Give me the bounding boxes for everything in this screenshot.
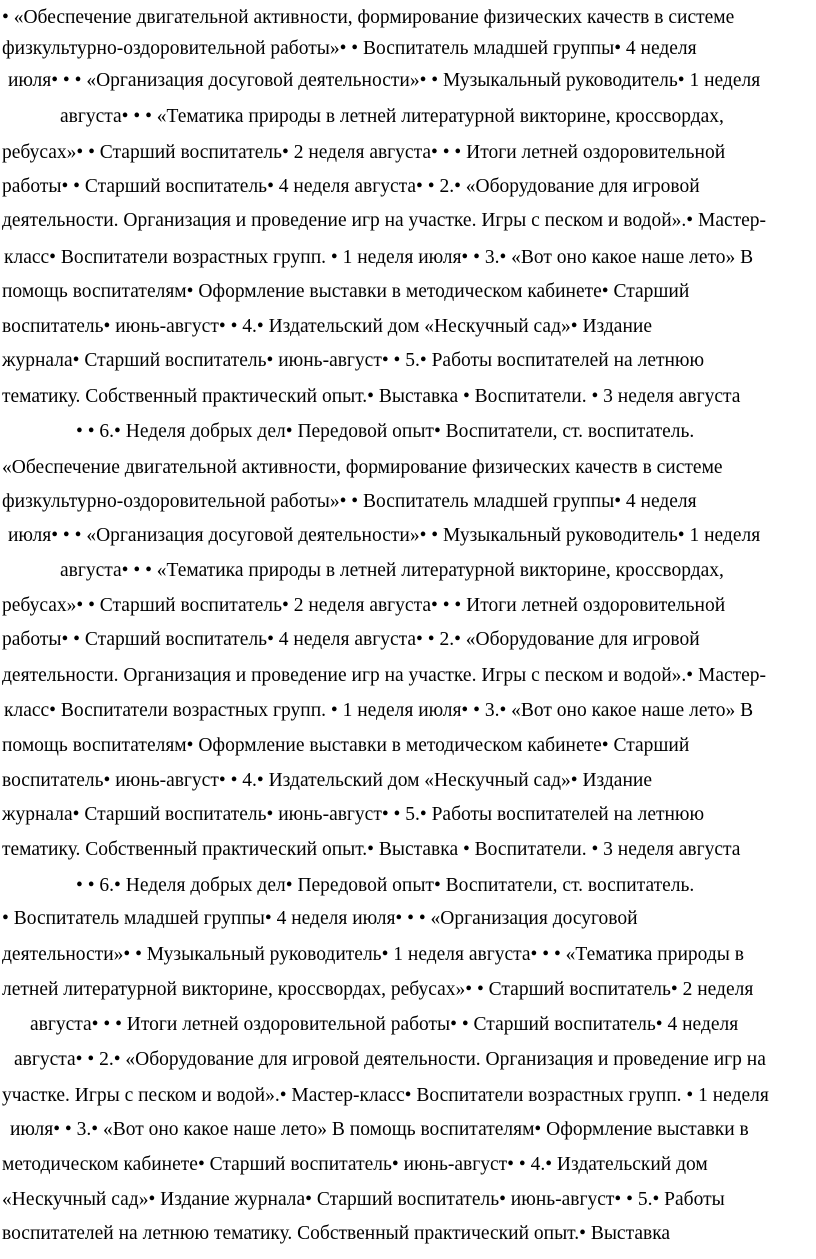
text-line: августа• • • «Тематика природы в летней литературной викторине, кроссвордах, — [60, 106, 724, 127]
text-line: • • 6.• Неделя добрых дел• Передовой опыт• Воспитатели, ст. воспитатель. — [76, 421, 695, 442]
text-line: • Воспитатель младшей группы• 4 неделя июля• • • «Организация досуговой — [2, 908, 638, 929]
text-line: августа• • • Итоги летней оздоровительной работы• • Старший воспитатель• 4 неделя — [30, 1014, 739, 1035]
text-line: воспитатель• июнь-август• • 4.• Издательский дом «Нескучный сад»• Издание — [2, 316, 652, 337]
text-line: летней литературной викторине, кроссвордах, ребусах»• • Старший воспитатель• 2 неделя — [2, 979, 754, 1000]
text-line: физкультурно-оздоровительной работы»• • Воспитатель младшей группы• 4 неделя — [2, 491, 697, 512]
text-line: участке. Игры с песком и водой».• Мастер-класс• Воспитатели возрастных групп. • 1 неделя — [2, 1085, 769, 1106]
text-line: класс• Воспитатели возрастных групп. • 1 неделя июля• • 3.• «Вот оно какое наше лето» В — [4, 700, 754, 721]
text-line: тематику. Собственный практический опыт.• Выставка • Воспитатели. • 3 неделя августа — [2, 386, 741, 407]
text-line: деятельности. Организация и проведение игр на участке. Игры с песком и водой».• Мастер- — [2, 665, 767, 686]
text-line: журнала• Старший воспитатель• июнь-август• • 5.• Работы воспитателей на летнюю — [2, 804, 705, 825]
text-line: журнала• Старший воспитатель• июнь-август• • 5.• Работы воспитателей на летнюю — [2, 350, 705, 371]
text-line: деятельности»• • Музыкальный руководитель• 1 неделя августа• • • «Тематика природы в — [2, 944, 744, 965]
text-line: помощь воспитателям• Оформление выставки в методическом кабинете• Старший — [2, 735, 690, 756]
text-line: июля• • • «Организация досуговой деятельности»• • Музыкальный руководитель• 1 неделя — [8, 70, 761, 91]
text-line: класс• Воспитатели возрастных групп. • 1 неделя июля• • 3.• «Вот оно какое наше лето» В — [4, 247, 754, 268]
text-line: августа• • 2.• «Оборудование для игровой деятельности. Организация и проведение игр на — [14, 1049, 766, 1070]
text-line: работы• • Старший воспитатель• 4 неделя августа• • 2.• «Оборудование для игровой — [2, 176, 700, 197]
text-line: июля• • • «Организация досуговой деятельности»• • Музыкальный руководитель• 1 неделя — [8, 525, 761, 546]
text-line: методическом кабинете• Старший воспитатель• июнь-август• • 4.• Издательский дом — [2, 1154, 708, 1175]
text-line: ребусах»• • Старший воспитатель• 2 неделя августа• • • Итоги летней оздоровительной — [2, 595, 726, 616]
text-line: помощь воспитателям• Оформление выставки в методическом кабинете• Старший — [2, 281, 690, 302]
text-line: «Обеспечение двигательной активности, формирование физических качеств в системе — [2, 457, 723, 478]
text-line: деятельности. Организация и проведение игр на участке. Игры с песком и водой».• Мастер- — [2, 210, 767, 231]
text-line: августа• • • «Тематика природы в летней литературной викторине, кроссвордах, — [60, 560, 724, 581]
text-line: воспитатель• июнь-август• • 4.• Издательский дом «Нескучный сад»• Издание — [2, 770, 652, 791]
text-line: ребусах»• • Старший воспитатель• 2 неделя августа• • • Итоги летней оздоровительной — [2, 142, 726, 163]
text-line: июля• • 3.• «Вот оно какое наше лето» В помощь воспитателям• Оформление выставки в — [10, 1119, 749, 1140]
text-line: • • 6.• Неделя добрых дел• Передовой опыт• Воспитатели, ст. воспитатель. — [76, 875, 695, 896]
text-line: «Нескучный сад»• Издание журнала• Старший воспитатель• июнь-август• • 5.• Работы — [2, 1189, 725, 1210]
text-line: воспитателей на летнюю тематику. Собственный практический опыт.• Выставка — [2, 1223, 671, 1244]
text-line: • «Обеспечение двигательной активности, формирование физических качеств в системе — [2, 7, 735, 28]
text-line: тематику. Собственный практический опыт.• Выставка • Воспитатели. • 3 неделя августа — [2, 839, 741, 860]
text-line: работы• • Старший воспитатель• 4 неделя августа• • 2.• «Оборудование для игровой — [2, 629, 700, 650]
text-line: физкультурно-оздоровительной работы»• • Воспитатель младшей группы• 4 неделя — [2, 38, 697, 59]
